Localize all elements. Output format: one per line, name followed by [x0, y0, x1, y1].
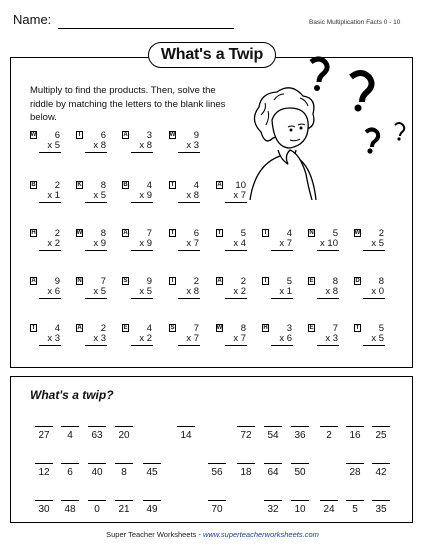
- riddle-question: What's a twip?: [30, 388, 114, 402]
- riddle-blank[interactable]: [115, 463, 133, 485]
- riddle-blank[interactable]: [35, 500, 53, 522]
- multiplication-problem: [30, 229, 68, 261]
- blank-line[interactable]: [115, 426, 133, 427]
- multiplication-problem: [354, 277, 392, 309]
- problem-letter: I: [76, 131, 83, 139]
- problem-letter: T: [170, 182, 175, 188]
- problem-top-factor: 3: [286, 323, 292, 334]
- problem-bottom-factor: x 5: [371, 333, 384, 344]
- riddle-blank[interactable]: [264, 463, 282, 485]
- problem-letter: I: [169, 277, 176, 285]
- answer-line[interactable]: [85, 298, 107, 299]
- answer-line[interactable]: [85, 202, 107, 203]
- problem-bottom-factor: x 6: [47, 286, 60, 297]
- problem-letter: A: [77, 325, 82, 331]
- answer-line[interactable]: [363, 298, 385, 299]
- riddle-number: 48: [64, 504, 76, 515]
- multiplication-problem: [122, 229, 160, 261]
- problem-bottom-factor: x 2: [233, 286, 246, 297]
- multiplication-problem: [308, 277, 346, 309]
- problem-letter: H: [31, 230, 36, 236]
- riddle-blank[interactable]: [208, 500, 226, 522]
- multiplication-problem: [169, 181, 207, 213]
- problem-top-factor: 2: [100, 323, 106, 334]
- answer-line[interactable]: [225, 298, 247, 299]
- blank-line[interactable]: [372, 500, 390, 501]
- riddle-blank[interactable]: [115, 426, 133, 448]
- problem-bottom-factor: x 5: [371, 238, 384, 249]
- problem-top-factor: 5: [378, 323, 384, 334]
- multiplication-problem: [169, 229, 207, 261]
- riddle-number: 40: [91, 467, 103, 478]
- problem-bottom-factor: x 2: [139, 333, 152, 344]
- riddle-number: 45: [146, 467, 158, 478]
- problem-letter: S: [170, 325, 175, 331]
- riddle-number: 70: [211, 504, 223, 515]
- riddle-number: 64: [267, 467, 279, 478]
- multiplication-problem: [308, 229, 346, 261]
- problem-bottom-factor: x 7: [186, 238, 199, 249]
- riddle-number: 10: [294, 504, 306, 515]
- riddle-number: 56: [211, 467, 223, 478]
- blank-line[interactable]: [320, 426, 338, 427]
- problem-bottom-factor: x 7: [233, 333, 246, 344]
- problem-letter: A: [123, 132, 128, 138]
- problem-top-factor: 4: [286, 228, 292, 239]
- blank-line[interactable]: [291, 500, 309, 501]
- problem-top-factor: 7: [146, 228, 152, 239]
- problem-letter: W: [216, 325, 223, 331]
- problem-bottom-factor: x 9: [139, 238, 152, 249]
- problem-letter: I: [262, 277, 269, 285]
- riddle-blank[interactable]: [237, 426, 255, 448]
- answer-line[interactable]: [85, 250, 107, 251]
- blank-line[interactable]: [264, 426, 282, 427]
- problem-bottom-factor: x 4: [233, 238, 246, 249]
- riddle-blank[interactable]: [61, 500, 79, 522]
- worksheet-subtitle: Basic Multiplication Facts 0 - 10: [309, 19, 401, 26]
- problem-top-factor: 4: [146, 323, 152, 334]
- problem-top-factor: 8: [378, 276, 384, 287]
- footer: [0, 530, 425, 539]
- blank-line[interactable]: [35, 500, 53, 501]
- problem-letter: W: [76, 230, 83, 236]
- problem-bottom-factor: x 0: [371, 286, 384, 297]
- multiplication-problem: [76, 324, 114, 356]
- riddle-number: 72: [240, 430, 252, 441]
- multiplication-problem: [354, 324, 392, 356]
- name-line[interactable]: [58, 28, 234, 29]
- problem-top-factor: 9: [54, 276, 60, 287]
- blank-line[interactable]: [372, 463, 390, 464]
- problem-top-factor: 5: [240, 228, 246, 239]
- problem-top-factor: 2: [193, 276, 199, 287]
- answer-line[interactable]: [131, 250, 153, 251]
- problem-top-factor: 4: [193, 180, 199, 191]
- problem-bottom-factor: x 5: [93, 190, 106, 201]
- problem-top-factor: 8: [100, 228, 106, 239]
- riddle-blank[interactable]: [35, 426, 53, 448]
- problem-top-factor: 2: [240, 276, 246, 287]
- problem-bottom-factor: x 7: [233, 190, 246, 201]
- multiplication-problem: [76, 277, 114, 309]
- riddle-blank[interactable]: [35, 463, 53, 485]
- problem-top-factor: 5: [286, 276, 292, 287]
- riddle-number: 20: [118, 430, 130, 441]
- footer-separator: -: [196, 530, 203, 539]
- multiplication-problem: [30, 277, 68, 309]
- footer-brand: Super Teacher Worksheets: [106, 530, 197, 539]
- riddle-number: 49: [146, 504, 158, 515]
- riddle-number: 42: [375, 467, 387, 478]
- riddle-blank[interactable]: [143, 500, 161, 522]
- blank-line[interactable]: [115, 500, 133, 501]
- problem-bottom-factor: x 8: [186, 286, 199, 297]
- worksheet-title: What's a Twip: [148, 42, 276, 68]
- multiplication-problem: [169, 131, 207, 163]
- blank-line[interactable]: [264, 463, 282, 464]
- multiplication-problem: [122, 181, 160, 213]
- riddle-blank[interactable]: [264, 500, 282, 522]
- riddle-blank[interactable]: [372, 463, 390, 485]
- riddle-blank[interactable]: [320, 426, 338, 448]
- answer-line[interactable]: [178, 345, 200, 346]
- problem-top-factor: 7: [332, 323, 338, 334]
- multiplication-problem: [122, 324, 160, 356]
- riddle-number: 14: [180, 430, 192, 441]
- problem-bottom-factor: x 7: [186, 333, 199, 344]
- problem-bottom-factor: x 1: [279, 286, 292, 297]
- problem-bottom-factor: x 3: [186, 140, 199, 151]
- problem-top-factor: 4: [146, 180, 152, 191]
- riddle-number: 24: [323, 504, 335, 515]
- multiplication-problem: [169, 324, 207, 356]
- multiplication-problem: [76, 229, 114, 261]
- blank-line[interactable]: [61, 426, 79, 427]
- riddle-blank[interactable]: [88, 500, 106, 522]
- name-label: Name:: [13, 12, 52, 27]
- answer-line[interactable]: [317, 250, 339, 251]
- answer-line[interactable]: [39, 202, 61, 203]
- problem-top-factor: 6: [100, 130, 106, 141]
- riddle-number: 36: [294, 430, 306, 441]
- problem-letter: A: [217, 182, 222, 188]
- answer-line[interactable]: [363, 345, 385, 346]
- problem-bottom-factor: x 3: [93, 333, 106, 344]
- problem-letter: A: [123, 230, 128, 236]
- blank-line[interactable]: [143, 463, 161, 464]
- answer-line[interactable]: [317, 298, 339, 299]
- blank-line[interactable]: [35, 463, 53, 464]
- answer-line[interactable]: [363, 250, 385, 251]
- blank-line[interactable]: [88, 463, 106, 464]
- problem-top-factor: 5: [332, 228, 338, 239]
- blank-line[interactable]: [320, 500, 338, 501]
- riddle-blank[interactable]: [372, 500, 390, 522]
- riddle-blank[interactable]: [320, 500, 338, 522]
- blank-line[interactable]: [208, 500, 226, 501]
- blank-line[interactable]: [346, 463, 364, 464]
- blank-line[interactable]: [143, 500, 161, 501]
- answer-line[interactable]: [178, 152, 200, 153]
- multiplication-problem: [76, 131, 114, 163]
- blank-line[interactable]: [35, 426, 53, 427]
- problem-top-factor: 7: [100, 276, 106, 287]
- riddle-blank[interactable]: [372, 426, 390, 448]
- riddle-number: 21: [118, 504, 130, 515]
- problem-bottom-factor: x 8: [186, 190, 199, 201]
- riddle-number: 32: [267, 504, 279, 515]
- riddle-blank[interactable]: [177, 426, 195, 448]
- blank-line[interactable]: [372, 426, 390, 427]
- answer-line[interactable]: [178, 250, 200, 251]
- multiplication-problem: [30, 181, 68, 213]
- answer-line[interactable]: [271, 250, 293, 251]
- answer-line[interactable]: [271, 345, 293, 346]
- problem-letter: D: [355, 278, 360, 284]
- problem-letter: T: [31, 325, 36, 331]
- problem-letter: E: [309, 325, 314, 331]
- blank-line[interactable]: [115, 463, 133, 464]
- problem-top-factor: 3: [146, 130, 152, 141]
- problem-top-factor: 8: [240, 323, 246, 334]
- answer-line[interactable]: [131, 152, 153, 153]
- riddle-number: 30: [38, 504, 50, 515]
- problem-letter: I: [262, 229, 269, 237]
- blank-line[interactable]: [61, 500, 79, 501]
- answer-line[interactable]: [39, 298, 61, 299]
- problem-letter: T: [217, 230, 222, 236]
- answer-line[interactable]: [225, 202, 247, 203]
- blank-line[interactable]: [88, 500, 106, 501]
- answer-line[interactable]: [271, 298, 293, 299]
- problem-letter: B: [123, 182, 128, 188]
- footer-url-link[interactable]: www.superteacherworksheets.com: [202, 530, 319, 539]
- problem-top-factor: 8: [100, 180, 106, 191]
- multiplication-problem: [216, 324, 254, 356]
- riddle-number: 54: [267, 430, 279, 441]
- problem-letter: W: [354, 230, 361, 236]
- problem-top-factor: 8: [332, 276, 338, 287]
- problem-top-factor: 10: [235, 180, 246, 191]
- riddle-number: 28: [349, 467, 361, 478]
- riddle-number: 2: [326, 430, 332, 441]
- riddle-blank[interactable]: [291, 500, 309, 522]
- riddle-blank[interactable]: [291, 463, 309, 485]
- problem-bottom-factor: x 6: [279, 333, 292, 344]
- blank-line[interactable]: [264, 500, 282, 501]
- riddle-number: 63: [91, 430, 103, 441]
- problem-letter: T: [355, 325, 360, 331]
- riddle-number: 16: [349, 430, 361, 441]
- multiplication-problem: [216, 277, 254, 309]
- blank-line[interactable]: [291, 463, 309, 464]
- blank-line[interactable]: [177, 426, 195, 427]
- riddle-blank[interactable]: [346, 500, 364, 522]
- multiplication-problem: [169, 277, 207, 309]
- riddle-number: 4: [67, 430, 73, 441]
- riddle-number: 50: [294, 467, 306, 478]
- blank-line[interactable]: [346, 426, 364, 427]
- multiplication-problem: [354, 229, 392, 261]
- problem-bottom-factor: x 9: [93, 238, 106, 249]
- riddle-blank[interactable]: [237, 463, 255, 485]
- riddle-blank[interactable]: [61, 426, 79, 448]
- problem-bottom-factor: x 8: [93, 140, 106, 151]
- blank-line[interactable]: [346, 500, 364, 501]
- problem-letter: N: [309, 230, 314, 236]
- answer-line[interactable]: [39, 152, 61, 153]
- answer-line[interactable]: [178, 298, 200, 299]
- answer-line[interactable]: [39, 250, 61, 251]
- instructions-text: Multiply to find the products. Then, solve the riddle by matching the letters to the blank lines below.: [30, 85, 226, 123]
- problem-letter: N: [77, 278, 82, 284]
- problem-bottom-factor: x 5: [139, 286, 152, 297]
- riddle-blank[interactable]: [115, 500, 133, 522]
- riddle-blank[interactable]: [346, 463, 364, 485]
- problem-top-factor: 2: [54, 228, 60, 239]
- answer-line[interactable]: [131, 345, 153, 346]
- riddle-blank[interactable]: [143, 463, 161, 485]
- riddle-number: 6: [67, 467, 73, 478]
- blank-line[interactable]: [208, 463, 226, 464]
- answer-line[interactable]: [39, 345, 61, 346]
- problem-top-factor: 9: [193, 130, 199, 141]
- problem-letter: S: [123, 278, 128, 284]
- multiplication-problem: [262, 229, 300, 261]
- problem-letter: K: [77, 182, 82, 188]
- problem-bottom-factor: x 8: [139, 140, 152, 151]
- problem-letter: W: [30, 132, 37, 138]
- multiplication-problem: [122, 277, 160, 309]
- problem-bottom-factor: x 10: [320, 238, 338, 249]
- riddle-blank[interactable]: [291, 426, 309, 448]
- riddle-blank[interactable]: [88, 463, 106, 485]
- multiplication-problem: [308, 324, 346, 356]
- problem-bottom-factor: x 1: [47, 190, 60, 201]
- problem-top-factor: 9: [146, 276, 152, 287]
- problem-letter: A: [217, 278, 222, 284]
- multiplication-problem: [216, 229, 254, 261]
- riddle-blank[interactable]: [346, 426, 364, 448]
- riddle-blank[interactable]: [264, 426, 282, 448]
- blank-line[interactable]: [237, 426, 255, 427]
- problem-top-factor: 4: [54, 323, 60, 334]
- riddle-number: 5: [352, 504, 358, 515]
- problem-bottom-factor: x 3: [325, 333, 338, 344]
- problem-top-factor: 6: [193, 228, 199, 239]
- riddle-number: 12: [38, 467, 50, 478]
- answer-line[interactable]: [317, 345, 339, 346]
- blank-line[interactable]: [61, 463, 79, 464]
- problem-letter: E: [309, 278, 314, 284]
- thinking-girl-illustration: [228, 50, 413, 200]
- multiplication-problem: [262, 277, 300, 309]
- blank-line[interactable]: [88, 426, 106, 427]
- answer-line[interactable]: [85, 345, 107, 346]
- problem-bottom-factor: x 3: [47, 333, 60, 344]
- multiplication-problem: [262, 324, 300, 356]
- problem-bottom-factor: x 9: [139, 190, 152, 201]
- riddle-number: 0: [94, 504, 100, 515]
- problem-bottom-factor: x 8: [325, 286, 338, 297]
- problem-letter: H: [263, 325, 268, 331]
- problem-letter: B: [31, 182, 36, 188]
- problem-letter: E: [123, 325, 128, 331]
- riddle-number: 27: [38, 430, 50, 441]
- riddle-blank[interactable]: [208, 463, 226, 485]
- riddle-number: 18: [240, 467, 252, 478]
- problem-bottom-factor: x 5: [47, 140, 60, 151]
- problem-bottom-factor: x 7: [279, 238, 292, 249]
- problem-letter: A: [31, 278, 36, 284]
- problem-letter: T: [170, 230, 175, 236]
- answer-line[interactable]: [225, 345, 247, 346]
- blank-line[interactable]: [237, 463, 255, 464]
- problem-top-factor: 2: [54, 180, 60, 191]
- multiplication-problem: [122, 131, 160, 163]
- blank-line[interactable]: [291, 426, 309, 427]
- riddle-number: 25: [375, 430, 387, 441]
- problem-top-factor: 7: [193, 323, 199, 334]
- answer-line[interactable]: [85, 152, 107, 153]
- riddle-blank[interactable]: [61, 463, 79, 485]
- problem-top-factor: 2: [378, 228, 384, 239]
- answer-line[interactable]: [225, 250, 247, 251]
- problem-bottom-factor: x 5: [93, 286, 106, 297]
- multiplication-problem: [30, 324, 68, 356]
- answer-line[interactable]: [178, 202, 200, 203]
- multiplication-problem: [76, 181, 114, 213]
- riddle-number: 8: [121, 467, 127, 478]
- answer-line[interactable]: [131, 298, 153, 299]
- multiplication-problem: [30, 131, 68, 163]
- problem-bottom-factor: x 2: [47, 238, 60, 249]
- problem-letter: W: [169, 132, 176, 138]
- multiplication-problem: [216, 181, 254, 213]
- answer-line[interactable]: [131, 202, 153, 203]
- riddle-blank[interactable]: [88, 426, 106, 448]
- riddle-number: 35: [375, 504, 387, 515]
- problem-top-factor: 6: [54, 130, 60, 141]
